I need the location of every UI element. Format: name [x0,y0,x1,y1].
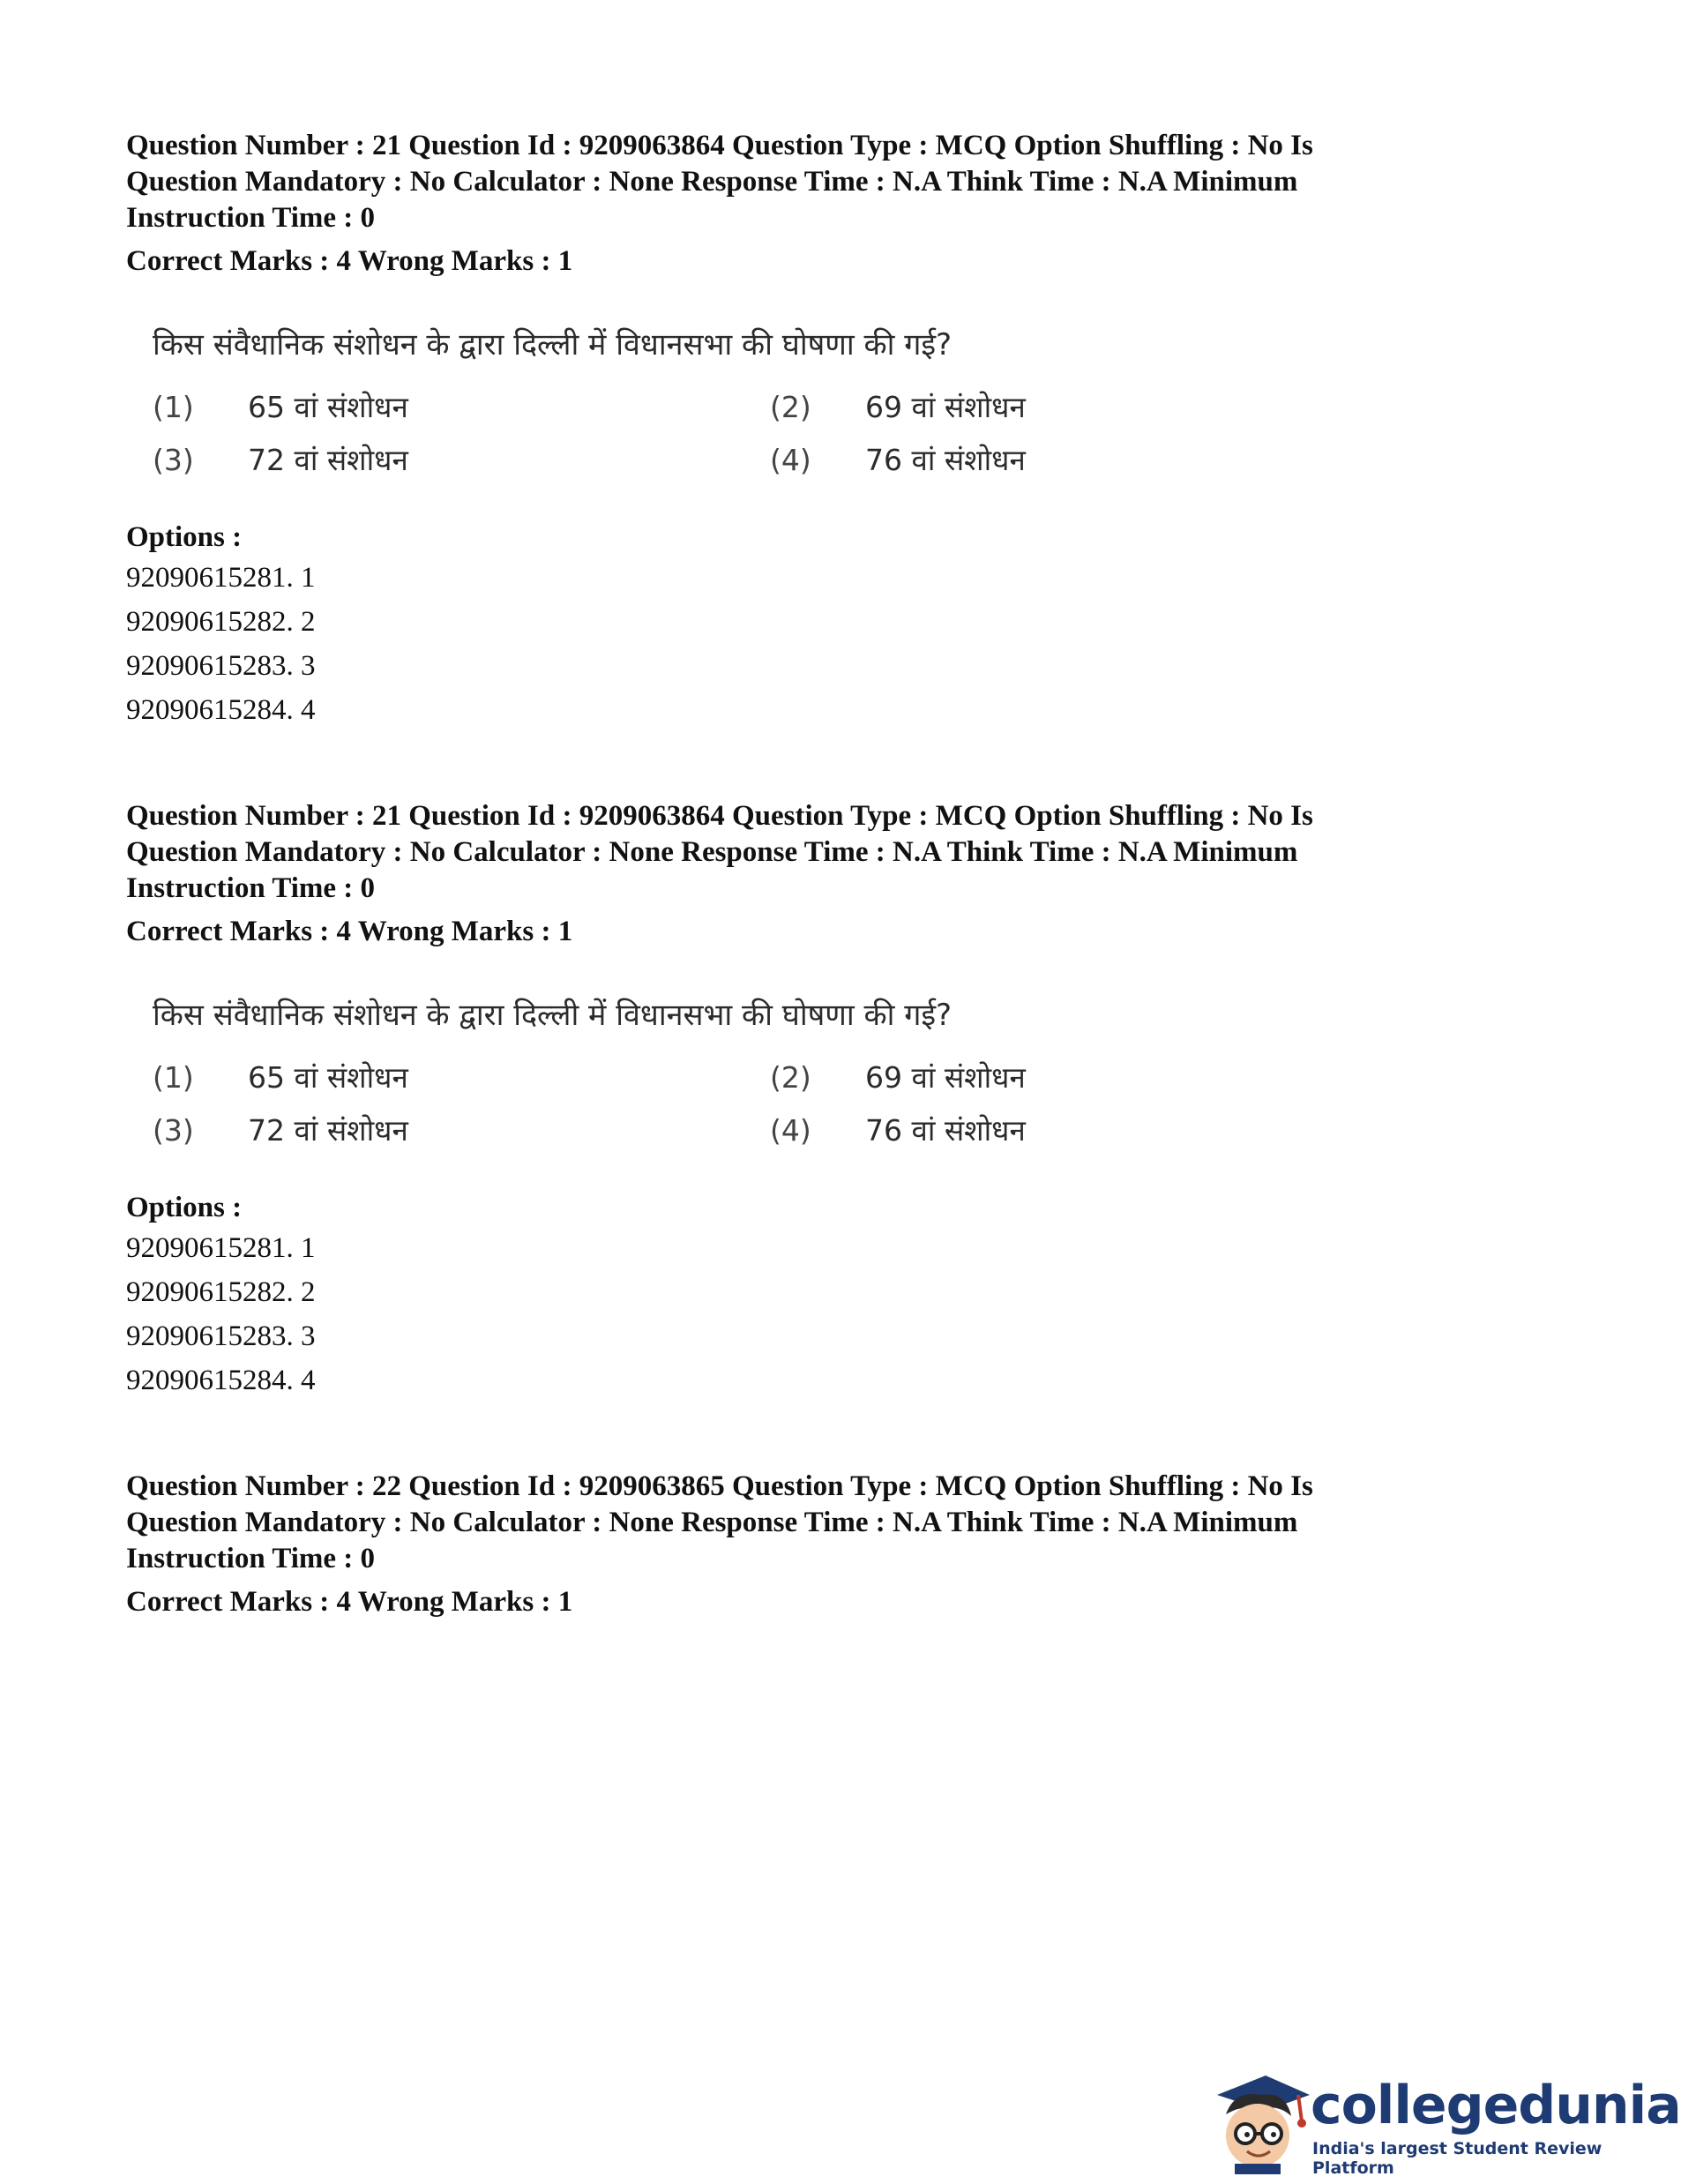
collegedunia-logo [1199,2060,1681,2178]
question-meta-line: Instruction Time : 0 [126,872,376,904]
question-image [153,325,1087,481]
question-meta-line: Instruction Time : 0 [126,1543,376,1574]
logo-wordmark: collegedunia [1311,2075,1681,2136]
question-text: किस संवैधानिक संशोधन के द्वारा दिल्ली में विधानसभा की घोषणा की गई? [153,998,953,1033]
marks-line: Correct Marks : 4 Wrong Marks : 1 [126,916,573,947]
choice-number: (1) [153,1060,194,1095]
choice-text: 76 वां संशोधन [865,443,1026,477]
choice-number: (2) [770,1060,811,1095]
choice-number: (4) [770,1113,811,1148]
choice-number: (3) [153,443,194,477]
marks-line: Correct Marks : 4 Wrong Marks : 1 [126,245,573,277]
choice-grid [153,387,1087,481]
question-meta-line: Question Number : 21 Question Id : 9209063864 Question Type : MCQ Option Shuffling : No Is [126,800,1313,832]
question-block-1 [126,128,1502,732]
choice-3 [153,1111,770,1151]
options-heading: Options : [126,1192,243,1223]
choice-4 [770,440,1087,481]
question-meta-line: Question Number : 21 Question Id : 9209063864 Question Type : MCQ Option Shuffling : No Is [126,130,1313,161]
question-text: किस संवैधानिक संशोधन के द्वारा दिल्ली में विधानसभा की घोषणा की गई? [153,327,953,363]
logo-tagline: India's largest Student Review Platform [1312,2139,1603,2178]
choice-text: 69 वां संशोधन [865,1060,1026,1095]
option-line: 92090615284. 4 [126,694,316,726]
option-line: 92090615283. 3 [126,1320,316,1352]
option-line: 92090615281. 1 [126,1232,316,1264]
option-line: 92090615282. 2 [126,606,316,638]
question-meta-line: Question Number : 22 Question Id : 9209063865 Question Type : MCQ Option Shuffling : No Is [126,1470,1313,1502]
choice-number: (3) [153,1113,194,1148]
question-meta-line: Question Mandatory : No Calculator : None Response Time : N.A Think Time : N.A Minimum [126,836,1298,868]
option-line: 92090615281. 1 [126,562,316,594]
choice-number: (4) [770,443,811,477]
choice-3 [153,440,770,481]
choice-text: 65 वां संशोधन [248,390,408,424]
choice-text: 69 वां संशोधन [865,390,1026,424]
choice-number: (1) [153,390,194,424]
options-heading: Options : [126,521,243,553]
choice-grid [153,1058,1087,1151]
choice-1 [153,387,770,428]
choice-text: 76 वां संशोधन [865,1113,1026,1148]
option-line: 92090615283. 3 [126,650,316,682]
choice-text: 72 वां संशोधन [248,443,408,477]
question-block-3 [126,1469,1502,1620]
option-line: 92090615282. 2 [126,1276,316,1308]
question-meta-line: Question Mandatory : No Calculator : None Response Time : N.A Think Time : N.A Minimum [126,166,1298,198]
choice-text: 65 वां संशोधन [248,1060,408,1095]
question-meta-line: Question Mandatory : No Calculator : None Response Time : N.A Think Time : N.A Minimum [126,1507,1298,1538]
choice-text: 72 वां संशोधन [248,1113,408,1148]
choice-2 [770,387,1087,428]
choice-4 [770,1111,1087,1151]
question-image [153,996,1087,1151]
mascot-icon [1199,2060,1314,2174]
choice-2 [770,1058,1087,1098]
question-block-2 [126,798,1502,1402]
marks-line: Correct Marks : 4 Wrong Marks : 1 [126,1586,573,1618]
choice-1 [153,1058,770,1098]
question-meta-line: Instruction Time : 0 [126,202,376,234]
option-line: 92090615284. 4 [126,1365,316,1396]
choice-number: (2) [770,390,811,424]
